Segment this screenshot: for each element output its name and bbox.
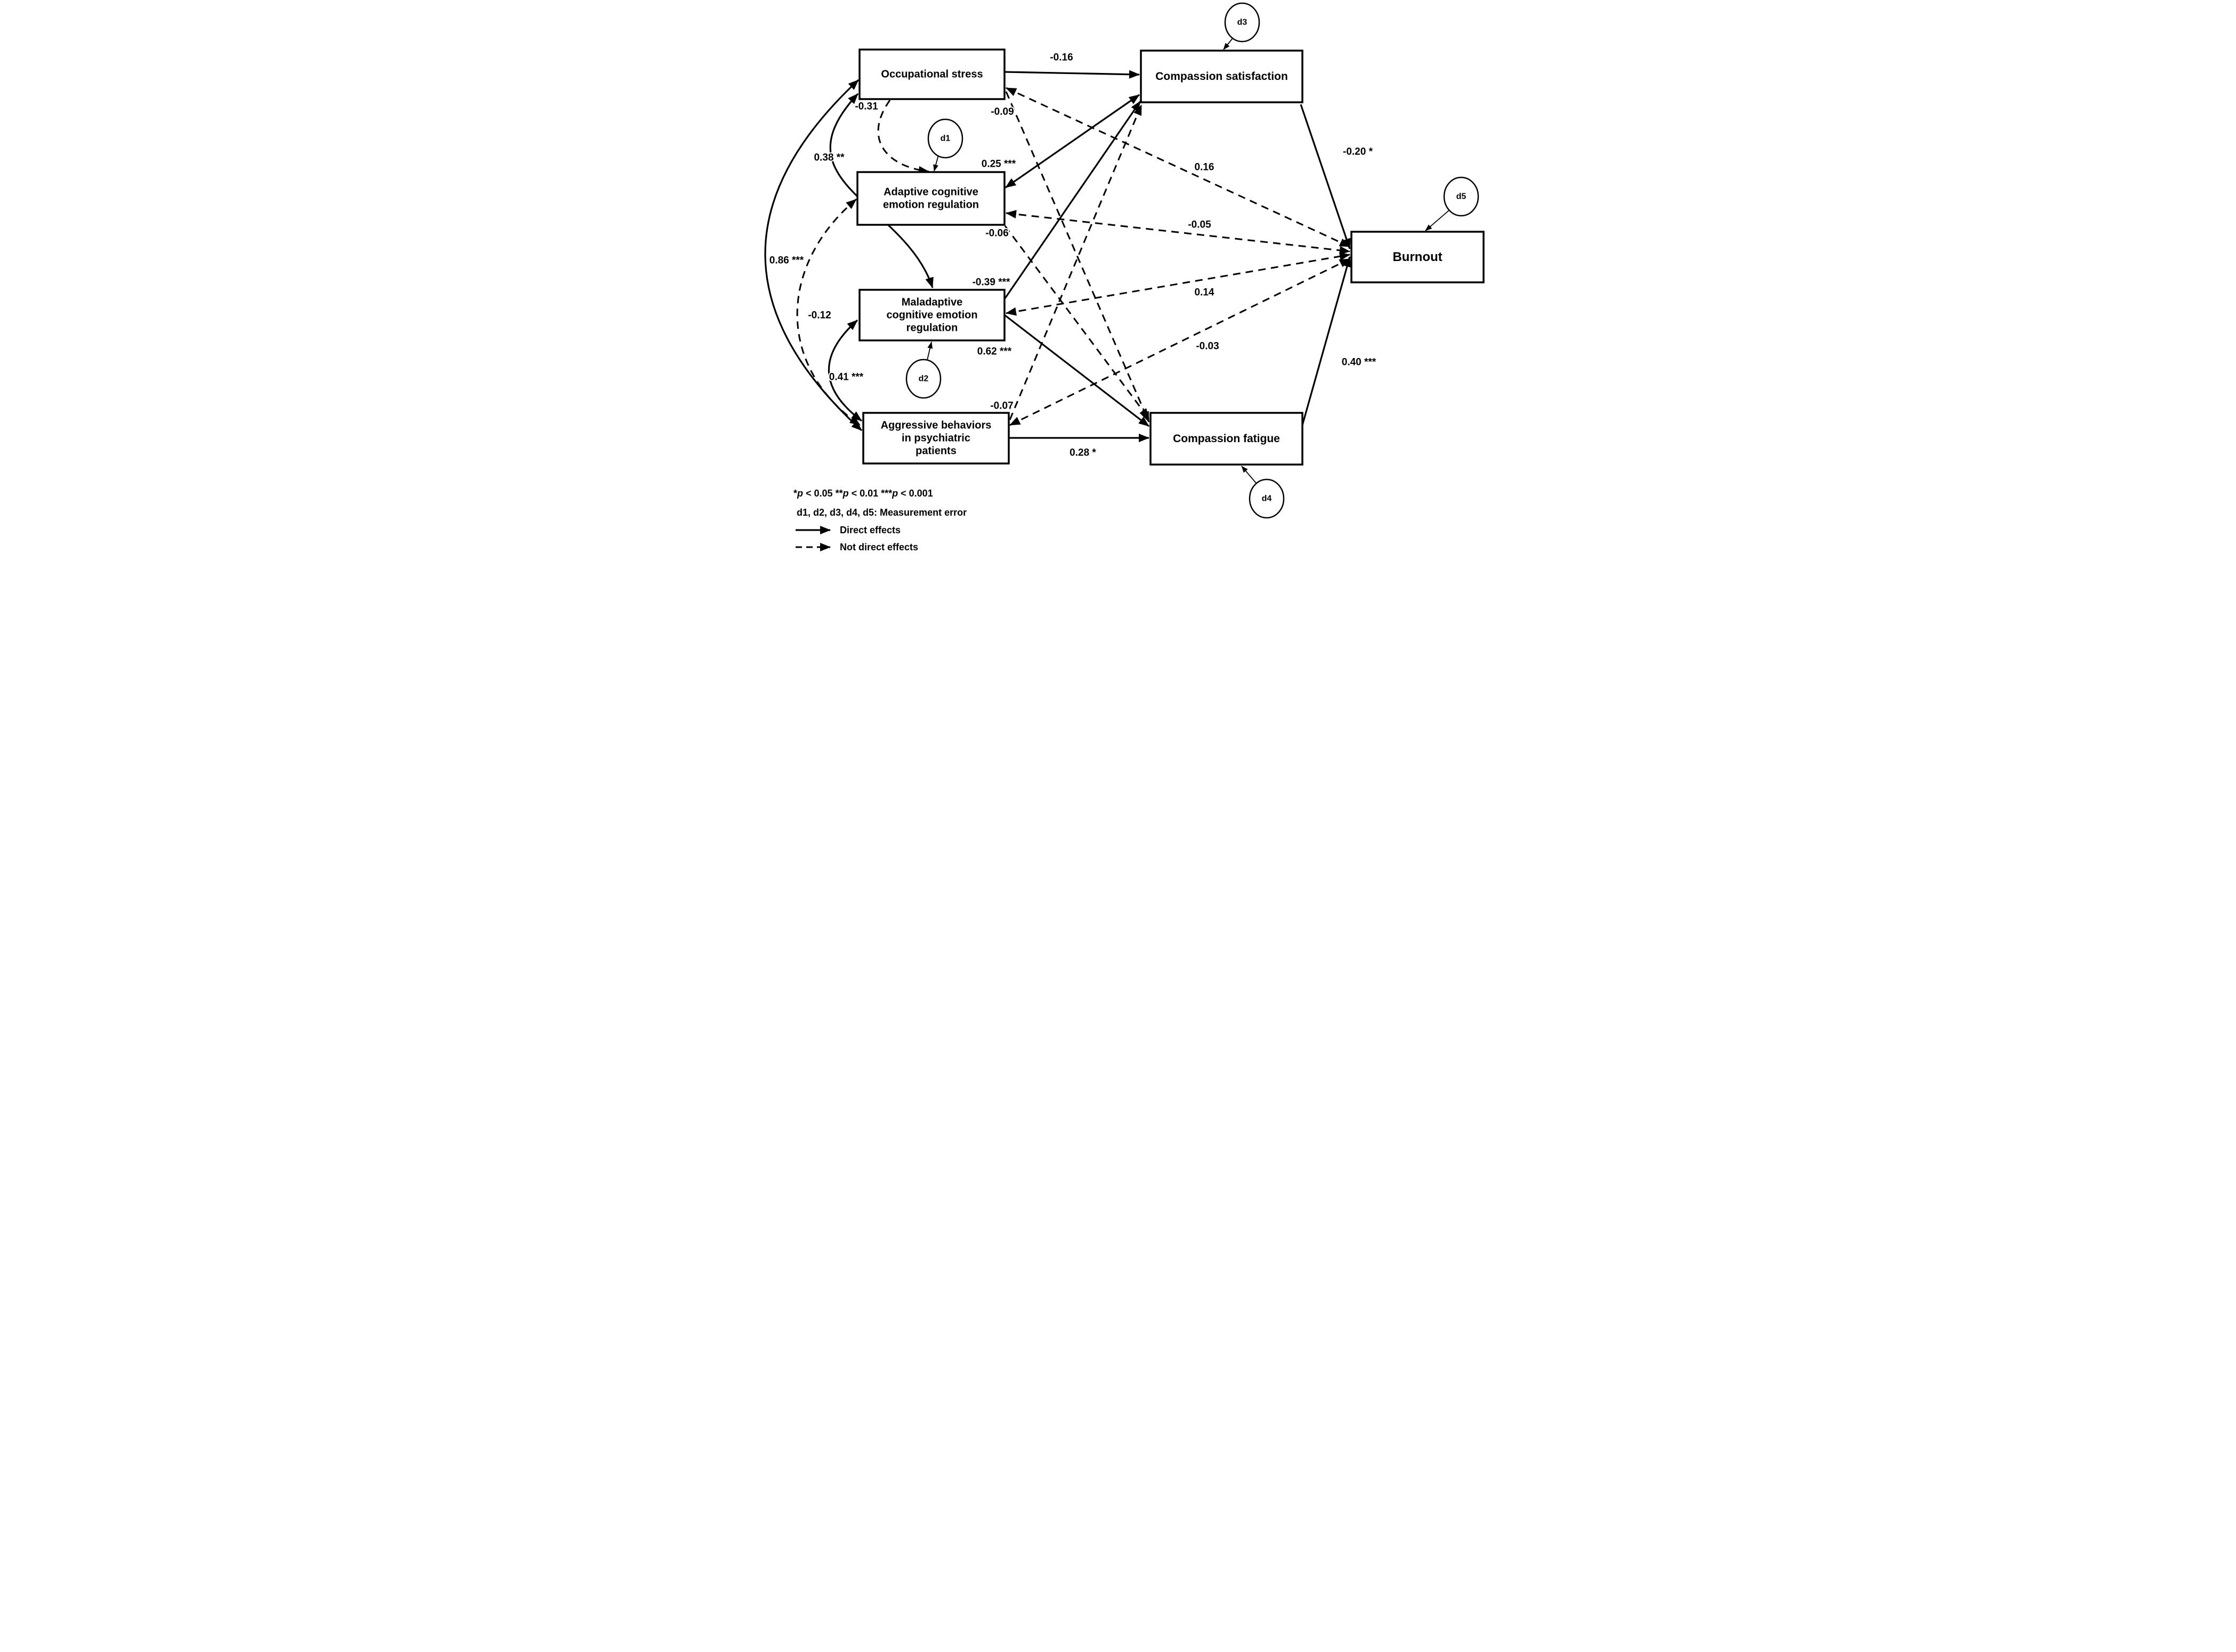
coefficient-adaptive-aggressive-correlation: -0.12 xyxy=(808,310,831,321)
coefficient-aggressive-to-fatigue: 0.28 * xyxy=(1070,447,1096,459)
node-label-adaptive-cognitive-emotion-regulation: Adaptive cognitive emotion regulation xyxy=(883,186,979,211)
coefficient-stress-to-adaptive: -0.31 xyxy=(855,101,878,112)
node-label-occupational-stress: Occupational stress xyxy=(881,68,983,80)
error-term-d5 xyxy=(1425,177,1478,231)
node-label-compassion-fatigue: Compassion fatigue xyxy=(1173,433,1280,445)
error-label-d3: d3 xyxy=(1237,18,1247,27)
node-label-burnout: Burnout xyxy=(1392,250,1443,264)
node-label-maladaptive-cognitive-emotion-regulation: Maladaptive cognitive emotion regulation xyxy=(886,296,978,334)
node-occupational-stress xyxy=(860,50,1004,99)
error-arrow-d1 xyxy=(934,155,938,171)
error-arrow-d4 xyxy=(1242,466,1257,484)
error-arrow-d3 xyxy=(1224,38,1233,50)
coefficient-maladaptive-to-satisfaction: -0.39 *** xyxy=(972,276,1010,288)
legend-indirect-label: Not direct effects xyxy=(840,542,919,551)
error-label-d2: d2 xyxy=(918,374,929,384)
path-fatigue-to-burnout xyxy=(1302,257,1350,425)
path-adaptive-to-satisfaction xyxy=(1006,95,1139,188)
error-term-d4 xyxy=(1242,466,1284,518)
coefficient-adaptive-to-burnout: -0.05 xyxy=(1188,219,1211,231)
node-compassion-fatigue xyxy=(1151,413,1302,465)
node-compassion-satisfaction xyxy=(1141,51,1302,102)
coefficient-aggressive-to-burnout: -0.03 xyxy=(1196,340,1219,352)
coefficient-stress-maladaptive-correlation: 0.38 ** xyxy=(814,152,845,164)
error-label-d4: d4 xyxy=(1261,494,1272,503)
sem-diagram xyxy=(745,0,1491,551)
node-adaptive-cognitive-emotion-regulation xyxy=(857,172,1004,225)
path-adaptive-to-fatigue xyxy=(1005,226,1149,419)
node-box-adaptive-cognitive-emotion-regulation xyxy=(857,172,1004,225)
path-stress-to-fatigue xyxy=(1006,92,1149,422)
coefficient-aggressive-to-satisfaction: -0.07 xyxy=(990,400,1014,412)
legend-measurement-note: d1, d2, d3, d4, d5: Measurement error xyxy=(797,507,967,518)
coefficient-aggressive-maladaptive-correlation: 0.41 *** xyxy=(829,371,864,383)
node-aggressive-behaviors xyxy=(863,413,1009,463)
coefficient-maladaptive-to-burnout: 0.14 xyxy=(1194,287,1214,298)
node-maladaptive-cognitive-emotion-regulation xyxy=(860,290,1004,340)
path-aggressive-to-burnout xyxy=(1010,259,1350,425)
coefficient-fatigue-to-burnout: 0.40 *** xyxy=(1341,356,1376,368)
coefficient-stress-to-satisfaction: -0.16 xyxy=(1050,52,1073,63)
coefficient-satisfaction-to-burnout: -0.20 * xyxy=(1343,146,1373,158)
coefficient-adaptive-to-fatigue: -0.06 xyxy=(985,227,1009,239)
path-adaptive-to-burnout xyxy=(1006,213,1350,251)
error-label-d5: d5 xyxy=(1456,192,1467,201)
node-burnout xyxy=(1351,232,1484,282)
path-aggressive-maladaptive-correlation xyxy=(829,320,862,421)
coefficient-stress-aggressive-correlation: 0.86 *** xyxy=(769,255,804,266)
path-stress-to-adaptive xyxy=(878,100,929,172)
legend-direct-label: Direct effects xyxy=(840,525,901,535)
coefficient-stress-to-fatigue: -0.09 xyxy=(991,106,1014,118)
error-arrow-d5 xyxy=(1425,210,1449,231)
legend-significance-note: *p < 0.05 **p < 0.01 ***p < 0.001 xyxy=(793,488,933,499)
path-maladaptive-to-fatigue xyxy=(1005,315,1149,426)
error-arrow-d2 xyxy=(927,342,931,362)
path-stress-to-satisfaction xyxy=(1004,72,1139,75)
error-label-d1: d1 xyxy=(940,134,951,143)
error-term-d2 xyxy=(906,342,941,398)
error-term-d1 xyxy=(928,119,962,171)
figure-container xyxy=(745,0,1491,551)
coefficient-stress-to-burnout: 0.16 xyxy=(1194,161,1214,173)
node-label-aggressive-behaviors: Aggressive behaviors in psychiatric patients xyxy=(880,419,992,457)
coefficient-adaptive-to-satisfaction: 0.25 *** xyxy=(981,158,1016,170)
path-maladaptive-to-satisfaction xyxy=(1005,101,1140,298)
coefficient-maladaptive-to-fatigue: 0.62 *** xyxy=(977,346,1012,357)
error-term-d3 xyxy=(1224,3,1259,50)
node-label-compassion-satisfaction: Compassion satisfaction xyxy=(1155,70,1288,83)
